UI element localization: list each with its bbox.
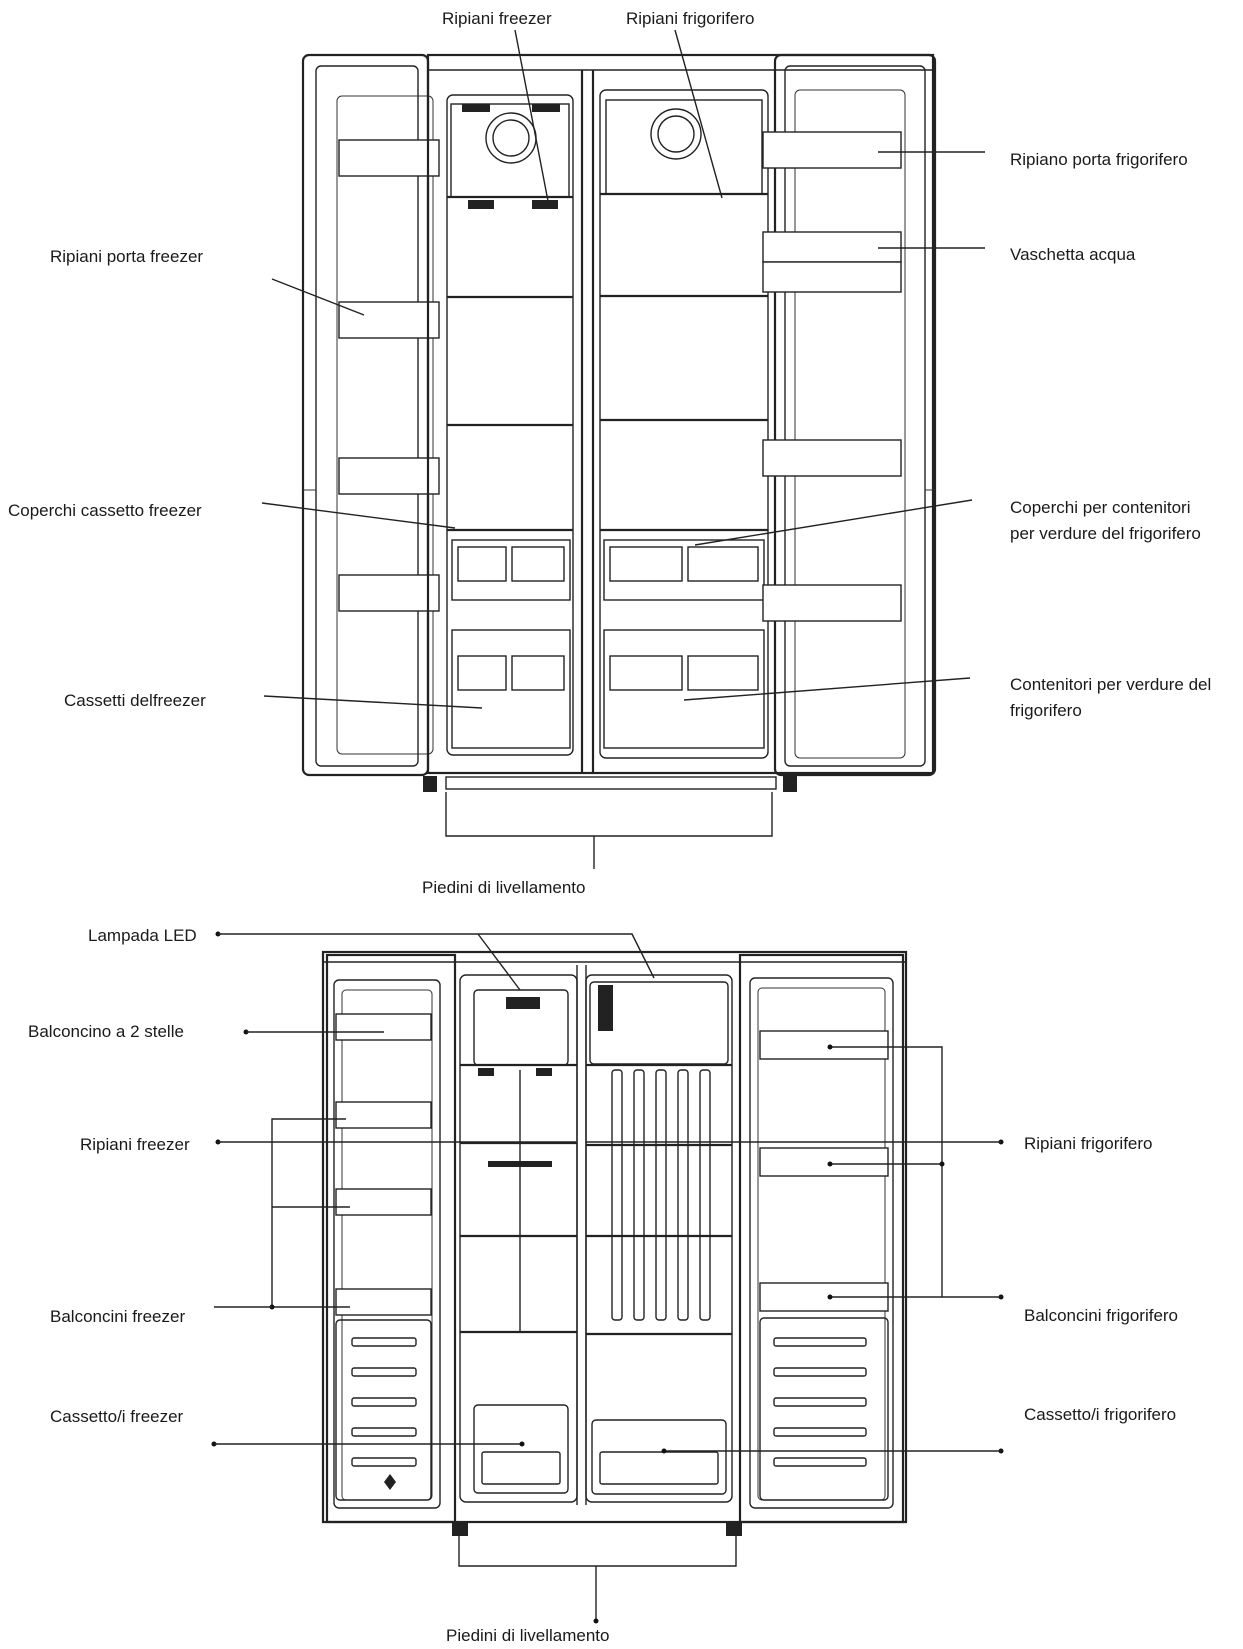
top-fridge-door-bins xyxy=(763,132,901,621)
label-led-lamp: Lampada LED xyxy=(88,926,197,945)
label-crisper-covers-line1: Coperchi per contenitori xyxy=(1010,498,1191,517)
top-fridge-illustration xyxy=(303,55,935,792)
label-crisper-covers-line2: per verdure del frigorifero xyxy=(1010,524,1201,543)
label-fridge-drawers: Cassetto/i frigorifero xyxy=(1024,1405,1177,1424)
label-freezer-balconies: Balconcini freezer xyxy=(50,1307,186,1326)
label-fridge-balconies: Balconcini frigorifero xyxy=(1024,1306,1179,1325)
label-freezer-door-shelves: Ripiani porta freezer xyxy=(50,247,204,266)
label-freezer-drawer-covers: Coperchi cassetto freezer xyxy=(8,501,202,520)
top-base xyxy=(423,776,797,792)
label-bottom-freezer-drawers: Cassetto/i freezer xyxy=(50,1407,184,1426)
bottom-freezer-compartment xyxy=(460,975,577,1502)
bottom-fridge-compartment xyxy=(586,975,732,1502)
bottom-freezer-door xyxy=(327,955,455,1522)
label-two-star-balcony: Balconcino a 2 stelle xyxy=(28,1022,184,1041)
top-fridge-compartment xyxy=(600,90,768,758)
label-top-freezer-shelves: Ripiani freezer xyxy=(442,9,552,28)
top-freezer-door-bins xyxy=(339,140,439,611)
label-bottom-freezer-shelves: Ripiani freezer xyxy=(80,1135,190,1154)
label-water-tank: Vaschetta acqua xyxy=(1010,245,1136,264)
label-fridge-door-shelf: Ripiano porta frigorifero xyxy=(1010,150,1188,169)
bottom-fridge-door xyxy=(740,955,903,1522)
label-crisper-line2: frigorifero xyxy=(1010,701,1082,720)
label-top-leveling-feet: Piedini di livellamento xyxy=(422,878,586,897)
label-bottom-fridge-shelves: Ripiani frigorifero xyxy=(1024,1134,1153,1153)
label-bottom-leveling-feet: Piedini di livellamento xyxy=(446,1626,610,1645)
bottom-fridge-illustration xyxy=(323,952,906,1536)
bottom-base xyxy=(452,1522,742,1536)
top-freezer-compartment xyxy=(447,95,573,755)
label-freezer-drawers-top: Cassetti delfreezer xyxy=(64,691,206,710)
label-top-fridge-shelves: Ripiani frigorifero xyxy=(626,9,755,28)
label-crisper-line1: Contenitori per verdure del xyxy=(1010,675,1212,694)
